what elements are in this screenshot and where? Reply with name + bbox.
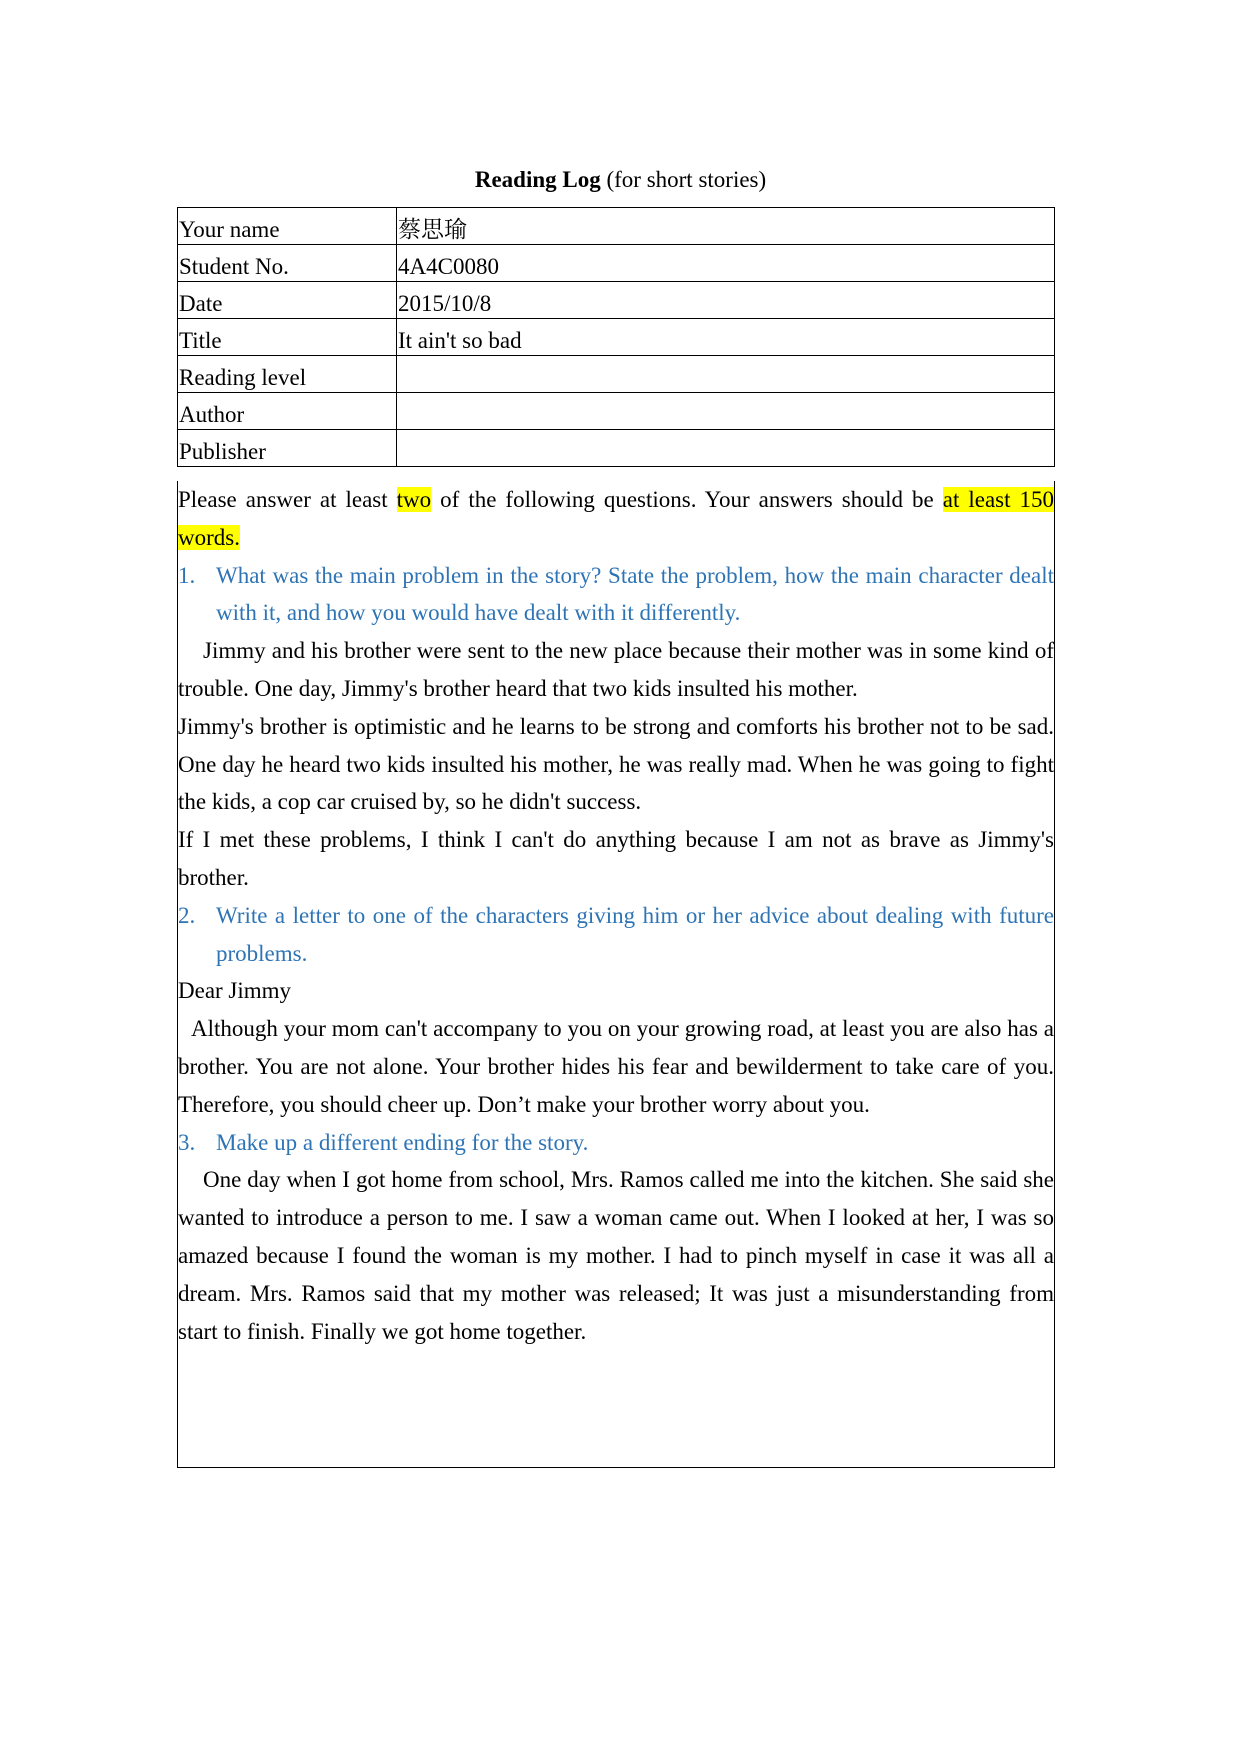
answer-3-paragraph: One day when I got home from school, Mrs. Ramos called me into the kitchen. She said she wanted to introduce a person to me. I saw a woman came out. When I looked at her, I was so amazed because I found the woman is my mother. I had to pinch myself in case it was all a dream. Mrs. Ramos said that my mother was released; It was just a misunderstanding from start to finish. Finally we got home together. xyxy=(178,1167,1054,1344)
info-value: 4A4C0080 xyxy=(397,245,1055,282)
info-label: Student No. xyxy=(178,245,397,282)
info-label: Title xyxy=(178,319,397,356)
info-row-reading-level xyxy=(178,356,1055,393)
question-3 xyxy=(178,1124,1054,1162)
title-rest: (for short stories) xyxy=(600,167,767,192)
info-label: Reading level xyxy=(178,356,397,393)
instructions xyxy=(178,481,1054,557)
question-number: 1. xyxy=(178,562,196,588)
info-value xyxy=(397,356,1055,393)
info-row-name xyxy=(178,208,1055,245)
question-1 xyxy=(178,557,1054,633)
question-text: Make up a different ending for the story. xyxy=(216,1129,589,1155)
question-text: Write a letter to one of the characters giving him or her advice about dealing with future problems. xyxy=(216,902,1054,966)
question-number: 3. xyxy=(178,1129,196,1155)
instructions-text-1: Please answer at least xyxy=(178,487,397,512)
info-row-date xyxy=(178,282,1055,319)
info-label: Author xyxy=(178,393,397,430)
instructions-text-2: of the following questions. Your answers should be xyxy=(431,487,943,512)
info-row-publisher xyxy=(178,430,1055,467)
info-value xyxy=(397,430,1055,467)
highlight-two: two xyxy=(396,487,432,512)
info-label: Date xyxy=(178,282,397,319)
info-table xyxy=(177,207,1055,467)
info-row-title xyxy=(178,319,1055,356)
answers-box xyxy=(177,481,1055,1468)
info-value: 2015/10/8 xyxy=(397,282,1055,319)
letter-body: Although your mom can't accompany to you on your growing road, at least you are also has a brother. You are not alone. Your brother hides his fear and bewilderment to take care of you. Therefore, you should cheer up. Don’t make your brother worry about you. xyxy=(178,1016,1054,1117)
question-text: What was the main problem in the story? State the problem, how the main character dealt with it, and how you would have dealt with it differently. xyxy=(216,562,1054,626)
info-label: Publisher xyxy=(178,430,397,467)
question-2 xyxy=(178,897,1054,973)
question-number: 2. xyxy=(178,902,196,928)
info-row-author xyxy=(178,393,1055,430)
highlight-word-count: at least 150 words. xyxy=(178,487,1054,550)
letter-salutation: Dear Jimmy xyxy=(178,978,292,1004)
answer-1-paragraph-3: If I met these problems, I think I can't do anything because I am not as brave as Jimmy's brother. xyxy=(178,827,1054,890)
info-value xyxy=(397,393,1055,430)
answer-1-paragraph-2: Jimmy's brother is optimistic and he learns to be strong and comforts his brother not to be sad. One day he heard two kids insulted his mother, he was really mad. When he was going to fight the kids, a cop car cruised by, so he didn't success. xyxy=(178,713,1054,815)
info-value: 蔡思瑜 xyxy=(397,208,1055,245)
page-title xyxy=(0,164,1241,196)
title-bold: Reading Log xyxy=(474,167,601,192)
info-value: It ain't so bad xyxy=(397,319,1055,356)
info-row-student-no xyxy=(178,245,1055,282)
info-label: Your name xyxy=(178,208,397,245)
answer-1-paragraph-1: Jimmy and his brother were sent to the new place because their mother was in some kind of trouble. One day, Jimmy's brother heard that two kids insulted his mother. xyxy=(178,638,1054,701)
